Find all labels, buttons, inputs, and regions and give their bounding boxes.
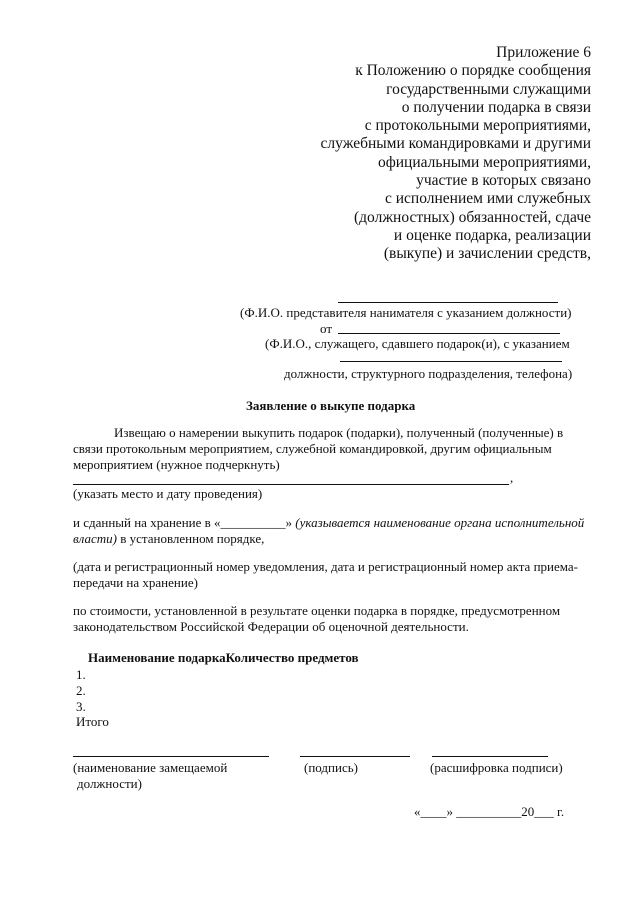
position-caption-line-2: должности) xyxy=(77,776,142,791)
employer-name-line xyxy=(338,302,558,303)
date-year-suffix: г. xyxy=(557,804,565,819)
date-day-blank: ____ xyxy=(420,804,447,819)
storage-text-line-1 xyxy=(73,515,584,531)
storage-suffix: в установленном порядке, xyxy=(120,531,265,546)
header-line: государственными служащими xyxy=(386,80,591,98)
employee-caption-line-2: должности, структурного подразделения, телефона) xyxy=(284,366,573,381)
valuation-text-line-1: по стоимости, установленной в результате оценки подарка в порядке, предусмотренном xyxy=(73,603,561,618)
gift-table-header xyxy=(88,650,359,666)
storage-text-line-2 xyxy=(73,531,264,547)
employee-name-line xyxy=(338,333,560,334)
table-row: 2. xyxy=(76,683,86,698)
event-place-line xyxy=(73,484,509,485)
header-line: служебными командировками и другими xyxy=(320,135,591,153)
gift-quantity-column: Количество предметов xyxy=(225,650,359,665)
table-row: 3. xyxy=(76,699,86,714)
table-total: Итого xyxy=(76,714,109,729)
header-line: с протокольными мероприятиями, xyxy=(364,117,591,135)
table-row: 1. xyxy=(76,667,86,682)
position-caption-line-1: (наименование замещаемой xyxy=(73,760,228,775)
header-line: участие в которых связано xyxy=(416,172,591,190)
header-line: и оценке подарка, реализации xyxy=(393,226,591,244)
employee-caption-line-1: (Ф.И.О., служащего, сдавшего подарок(и), с указанием xyxy=(265,336,570,351)
employer-caption: (Ф.И.О. представителя нанимателя с указанием должности) xyxy=(240,305,572,320)
valuation-text-line-2: законодательством Российской Федерации об оценочной деятельности. xyxy=(73,619,469,634)
gift-name-column: Наименование подарка xyxy=(88,650,226,665)
appendix-header xyxy=(321,44,591,264)
header-line: официальными мероприятиями, xyxy=(377,153,591,171)
header-line: к Положению о порядке сообщения xyxy=(355,62,591,80)
position-line xyxy=(73,756,269,757)
from-label: от xyxy=(320,321,333,336)
intent-text-line-3: мероприятием (нужное подчеркнуть) xyxy=(73,457,280,472)
document-title: Заявление о выкупе подарка xyxy=(246,398,416,413)
header-line: с исполнением ими служебных xyxy=(385,190,591,208)
header-line: Приложение 6 xyxy=(496,44,591,61)
storage-organ-hint: (указывается наименование органа исполнительной xyxy=(295,515,585,530)
date-open-quote: « xyxy=(414,804,421,819)
event-place-comma: , xyxy=(510,470,514,485)
storage-organ-hint-end: власти) xyxy=(73,531,117,546)
storage-blank: __________ xyxy=(220,515,286,530)
storage-quote-close: » xyxy=(285,515,293,530)
event-place-caption: (указать место и дату проведения) xyxy=(73,486,263,501)
date-year-blank: ___ xyxy=(534,804,554,819)
signature-decoding-line xyxy=(432,756,548,757)
intent-text-line-1: Извещаю о намерении выкупить подарок (подарки), полученный (полученные) в xyxy=(114,425,564,440)
header-line: (выкупе) и зачислении средств, xyxy=(383,245,591,263)
employee-details-line xyxy=(340,361,562,362)
date-year-prefix: 20 xyxy=(521,804,535,819)
intent-text-line-2: связи протокольным мероприятием, служебной командировкой, другим официальным xyxy=(73,441,552,456)
header-line: (должностных) обязанностей, сдаче xyxy=(353,208,591,226)
signature-decoding-caption: (расшифровка подписи) xyxy=(430,760,563,775)
signature-line xyxy=(300,756,410,757)
date-line xyxy=(414,804,564,820)
registration-text-line-2: передачи на хранение) xyxy=(73,575,198,590)
date-close-quote: » xyxy=(446,804,453,819)
header-line: о получении подарка в связи xyxy=(401,98,591,116)
date-month-blank: __________ xyxy=(456,804,522,819)
storage-prefix: и сданный на хранение в « xyxy=(73,515,221,530)
signature-caption: (подпись) xyxy=(304,760,358,775)
registration-text-line-1: (дата и регистрационный номер уведомления, дата и регистрационный номер акта приема- xyxy=(73,559,578,574)
